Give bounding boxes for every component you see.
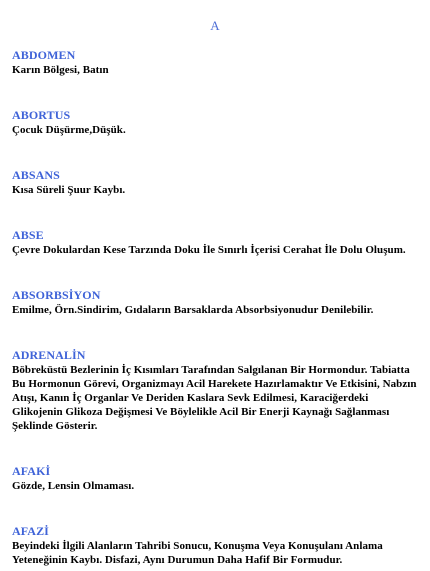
entry-definition: Beyindeki İlgili Alanların Tahribi Sonucu, Konuşma Veya Konuşulanı Anlama Yeteneğinin Kaybı. Disfazi, Aynı Durumun Daha Hafif Bir Formudur.: [12, 540, 383, 566]
entry-term: AFAZİ: [12, 524, 49, 538]
entry-definition: Emilme, Örn.Sindirim, Gıdaların Barsaklarda Absorbsiyonudur Denilebilir.: [12, 304, 374, 316]
entry-definition: Kısa Süreli Şuur Kaybı.: [12, 184, 126, 196]
glossary-entry-absorbsiyon: [12, 288, 418, 317]
entry-definition: Gözde, Lensin Olmaması.: [12, 480, 135, 492]
entry-definition: Karın Bölgesi, Batın: [12, 64, 109, 76]
entry-term: ABSE: [12, 228, 44, 242]
glossary-entry-absans: [12, 168, 418, 197]
entry-term: ADRENALİN: [12, 348, 86, 362]
glossary-entry-afazi: [12, 524, 418, 567]
entry-term: ABSANS: [12, 168, 60, 182]
entry-term: ABORTUS: [12, 108, 71, 122]
entry-term: ABSORBSİYON: [12, 288, 101, 302]
glossary-entry-abortus: [12, 108, 418, 137]
entry-definition: Böbreküstü Bezlerinin İç Kısımları Tarafından Salgılanan Bir Hormondur. Tabiatta Bu Hormonun Görevi, Organizmayı Acil Harekete Hazırlamaktır Ve Etkisini, Nabzın Atışı, Kanın İç Organlar Ve Deriden Kaslara Sevk Edilmesi, Karaciğerdeki Glikojenin Glikoza Değişmesi Ve Böylelikle Acil Bir Enerji Kaynağı Sağlanması Şeklinde Gösterir.: [12, 364, 417, 432]
entry-definition: Çevre Dokulardan Kese Tarzında Doku İle Sınırlı İçerisi Cerahat İle Dolu Oluşum.: [12, 244, 406, 256]
entry-term: ABDOMEN: [12, 48, 76, 62]
glossary-entry-abdomen: [12, 48, 418, 77]
entry-term: AFAKİ: [12, 464, 51, 478]
glossary-entry-afaki: [12, 464, 418, 493]
section-letter: A: [210, 18, 220, 33]
entry-definition: Çocuk Düşürme,Düşük.: [12, 124, 126, 136]
glossary-entry-adrenalin: [12, 348, 418, 433]
glossary-entry-abse: [12, 228, 418, 257]
